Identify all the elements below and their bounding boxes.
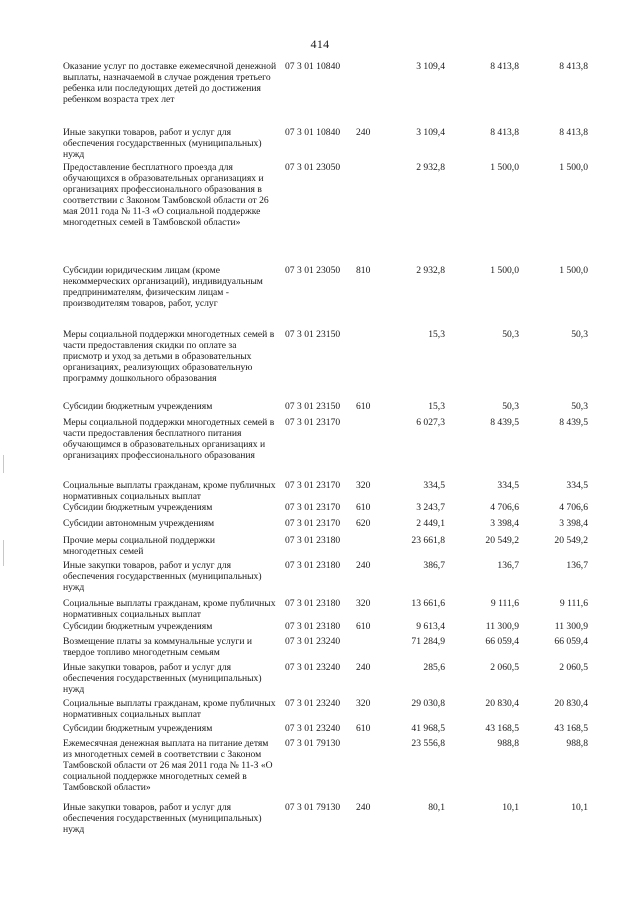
row-expense-type: 240 (356, 662, 371, 673)
row-code: 07 3 01 23050 (285, 265, 341, 276)
row-value-2: 11 300,9 (485, 621, 519, 632)
row-expense-type: 810 (356, 265, 371, 276)
row-value-3: 334,5 (566, 480, 588, 491)
page-number: 414 (310, 37, 330, 51)
row-code: 07 3 01 23240 (285, 723, 341, 734)
row-code: 07 3 01 23180 (285, 598, 341, 609)
row-code: 07 3 01 23180 (285, 560, 341, 571)
row-value-1: 2 932,8 (416, 265, 445, 276)
row-value-1: 71 284,9 (411, 636, 445, 647)
row-value-1: 386,7 (423, 560, 445, 571)
row-code: 07 3 01 23150 (285, 401, 341, 412)
row-name: Субсидии юридическим лицам (кроме некоммерческих организаций), индивидуальным предпринимателям, физическим лицам - производителям товаров, работ, услуг (63, 265, 263, 310)
row-name: Иные закупки товаров, работ и услуг для обеспечения государственных (муниципальных) нужд (63, 662, 262, 696)
row-value-3: 988,8 (566, 738, 588, 749)
row-value-2: 1 500,0 (490, 162, 519, 173)
row-value-2: 66 059,4 (485, 636, 519, 647)
row-value-2: 3 398,4 (490, 518, 519, 529)
row-value-2: 20 830,4 (485, 698, 519, 709)
row-value-1: 41 968,5 (411, 723, 445, 734)
row-code: 07 3 01 10840 (285, 127, 341, 138)
row-value-1: 9 613,4 (416, 621, 445, 632)
scan-edge-mark (3, 455, 4, 473)
row-expense-type: 610 (356, 401, 371, 412)
row-value-3: 2 060,5 (559, 662, 588, 673)
row-value-2: 334,5 (497, 480, 519, 491)
row-expense-type: 240 (356, 560, 371, 571)
row-value-2: 1 500,0 (490, 265, 519, 276)
row-expense-type: 240 (356, 127, 371, 138)
row-value-2: 8 439,5 (490, 417, 519, 428)
row-name: Социальные выплаты гражданам, кроме публичных нормативных социальных выплат (63, 598, 276, 621)
row-value-1: 285,6 (423, 662, 445, 673)
row-value-1: 3 243,7 (416, 502, 445, 513)
scan-edge-mark (3, 540, 4, 566)
row-value-3: 1 500,0 (559, 265, 588, 276)
row-code: 07 3 01 23170 (285, 518, 341, 529)
row-value-1: 15,3 (428, 401, 445, 412)
row-value-3: 8 413,8 (559, 61, 588, 72)
row-code: 07 3 01 23170 (285, 480, 341, 491)
row-code: 07 3 01 23240 (285, 662, 341, 673)
row-expense-type: 610 (356, 723, 371, 734)
row-value-3: 1 500,0 (559, 162, 588, 173)
row-name: Оказание услуг по доставке ежемесячной денежной выплаты, назначаемой в случае рождения третьего ребенка или последующих детей до достижения ребенком возраста трех лет (63, 61, 277, 106)
row-expense-type: 610 (356, 502, 371, 513)
row-code: 07 3 01 10840 (285, 61, 341, 72)
row-value-3: 8 413,8 (559, 127, 588, 138)
row-value-2: 10,1 (502, 802, 519, 813)
row-name: Прочие меры социальной поддержки многодетных семей (63, 535, 216, 558)
row-value-1: 3 109,4 (416, 61, 445, 72)
row-value-3: 66 059,4 (554, 636, 588, 647)
row-value-1: 2 932,8 (416, 162, 445, 173)
row-value-1: 334,5 (423, 480, 445, 491)
row-name: Иные закупки товаров, работ и услуг для обеспечения государственных (муниципальных) нужд (63, 127, 262, 161)
row-code: 07 3 01 23170 (285, 502, 341, 513)
row-value-2: 50,3 (502, 401, 519, 412)
row-expense-type: 610 (356, 621, 371, 632)
row-value-3: 136,7 (566, 560, 588, 571)
row-code: 07 3 01 79130 (285, 738, 341, 749)
row-value-1: 15,3 (428, 329, 445, 340)
row-code: 07 3 01 23180 (285, 621, 341, 632)
row-value-2: 2 060,5 (490, 662, 519, 673)
row-value-2: 8 413,8 (490, 127, 519, 138)
row-name: Ежемесячная денежная выплата на питание детям из многодетных семей в соответствии с Законом Тамбовской области от 26 мая 2011 года № 11-З «О социальной поддержке многодетных семей в Тамбовской области» (63, 738, 273, 794)
row-value-2: 50,3 (502, 329, 519, 340)
row-value-1: 3 109,4 (416, 127, 445, 138)
row-value-3: 20 549,2 (554, 535, 588, 546)
row-value-2: 136,7 (497, 560, 519, 571)
row-name: Иные закупки товаров, работ и услуг для обеспечения государственных (муниципальных) нужд (63, 802, 262, 836)
row-value-3: 9 111,6 (559, 598, 588, 609)
row-expense-type: 620 (356, 518, 371, 529)
row-name: Субсидии бюджетным учреждениям (63, 723, 213, 734)
row-value-2: 43 168,5 (485, 723, 519, 734)
row-expense-type: 320 (356, 598, 371, 609)
row-name: Субсидии бюджетным учреждениям (63, 401, 213, 412)
row-value-3: 8 439,5 (559, 417, 588, 428)
row-value-2: 9 111,6 (490, 598, 519, 609)
row-value-2: 4 706,6 (490, 502, 519, 513)
row-name: Субсидии бюджетным учреждениям (63, 502, 213, 513)
row-value-2: 8 413,8 (490, 61, 519, 72)
row-value-3: 10,1 (571, 802, 588, 813)
row-name: Возмещение платы за коммунальные услуги и твердое топливо многодетным семьям (63, 636, 253, 659)
row-value-3: 3 398,4 (559, 518, 588, 529)
row-code: 07 3 01 23170 (285, 417, 341, 428)
row-name: Иные закупки товаров, работ и услуг для обеспечения государственных (муниципальных) нужд (63, 560, 262, 594)
row-expense-type: 320 (356, 698, 371, 709)
row-code: 07 3 01 23150 (285, 329, 341, 340)
row-value-1: 80,1 (428, 802, 445, 813)
row-value-1: 6 027,3 (416, 417, 445, 428)
row-value-2: 20 549,2 (485, 535, 519, 546)
row-value-3: 50,3 (571, 401, 588, 412)
row-value-1: 2 449,1 (416, 518, 445, 529)
row-value-1: 23 556,8 (411, 738, 445, 749)
row-name: Меры социальной поддержки многодетных семей в части предоставления скидки по оплате за присмотр и уход за детьми в образовательных организациях, реализующих образовательную программу дошкольного образования (63, 329, 275, 385)
row-code: 07 3 01 23240 (285, 698, 341, 709)
row-name: Предоставление бесплатного проезда для обучающихся в образовательных организациях и организациях профессионального образования в соответствии с Законом Тамбовской области от 26 мая 2011 года № 11-З «О социальной поддержке многодетных семей в Тамбовской области» (63, 162, 269, 229)
row-value-1: 23 661,8 (411, 535, 445, 546)
row-name: Субсидии бюджетным учреждениям (63, 621, 213, 632)
row-code: 07 3 01 23050 (285, 162, 341, 173)
row-name: Меры социальной поддержки многодетных семей в части предоставления бесплатного питания обучающимся в образовательных организациях и организациях профессионального образования (63, 417, 275, 462)
row-value-3: 4 706,6 (559, 502, 588, 513)
row-name: Социальные выплаты гражданам, кроме публичных нормативных социальных выплат (63, 698, 276, 721)
row-expense-type: 320 (356, 480, 371, 491)
row-expense-type: 240 (356, 802, 371, 813)
row-value-2: 988,8 (497, 738, 519, 749)
row-name: Социальные выплаты гражданам, кроме публичных нормативных социальных выплат (63, 480, 276, 503)
row-value-3: 20 830,4 (554, 698, 588, 709)
row-value-3: 50,3 (571, 329, 588, 340)
row-code: 07 3 01 79130 (285, 802, 341, 813)
row-value-3: 43 168,5 (554, 723, 588, 734)
row-value-1: 13 661,6 (411, 598, 445, 609)
row-name: Субсидии автономным учреждениям (63, 518, 215, 529)
row-code: 07 3 01 23240 (285, 636, 341, 647)
row-code: 07 3 01 23180 (285, 535, 341, 546)
row-value-3: 11 300,9 (554, 621, 588, 632)
row-value-1: 29 030,8 (411, 698, 445, 709)
